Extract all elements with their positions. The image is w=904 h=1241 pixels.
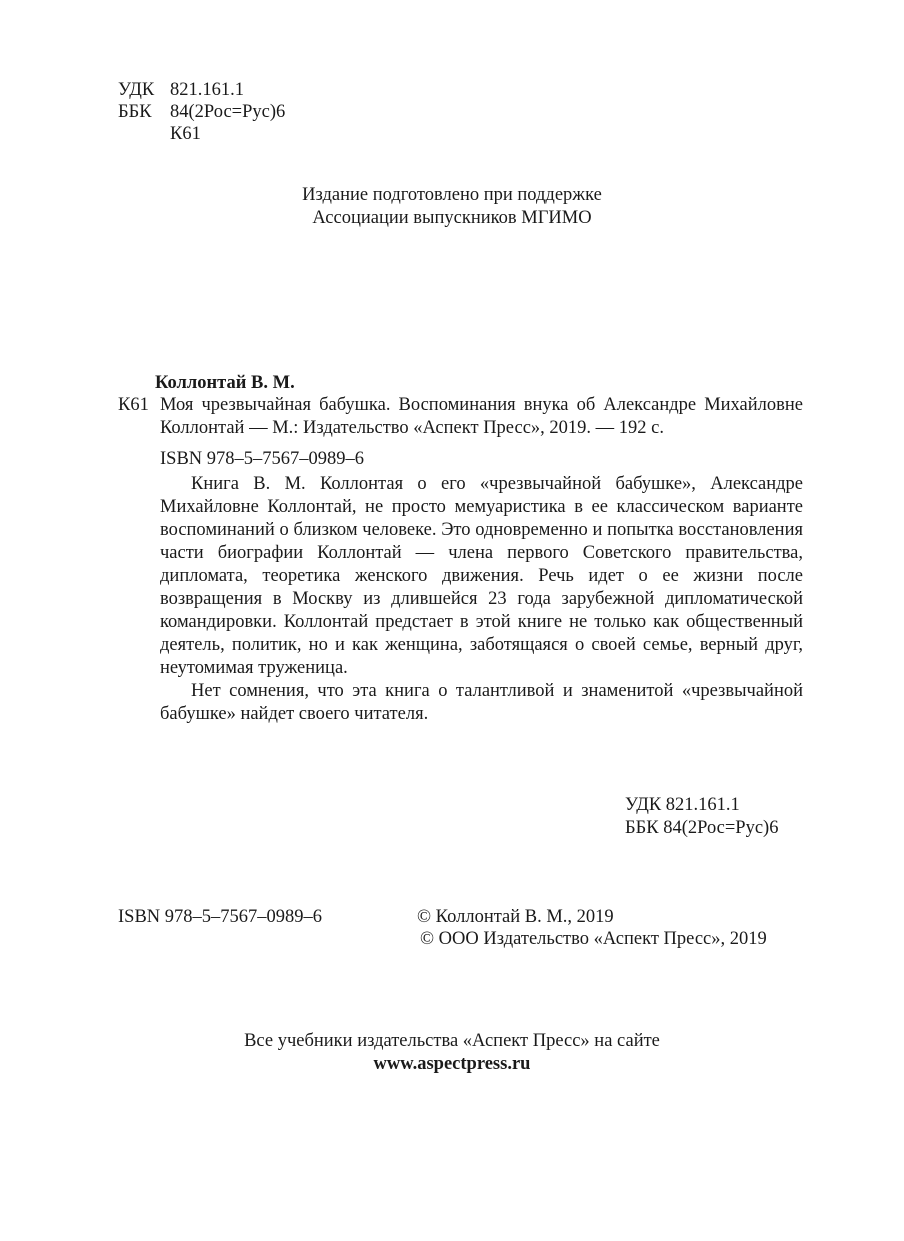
- copyright-author: © Коллонтай В. М., 2019: [417, 907, 614, 927]
- udk-label: УДК: [118, 80, 155, 100]
- support-notice: [0, 184, 904, 230]
- record-author-mark: К61: [118, 395, 149, 415]
- website-url[interactable]: www.aspectpress.ru: [373, 1054, 531, 1074]
- bbk-row: [118, 101, 285, 124]
- support-line-1: Издание подготовлено при поддержке: [302, 185, 602, 205]
- udk-bottom: УДК 821.161.1: [625, 795, 740, 815]
- record-isbn: ISBN 978–5–7567–0989–6: [160, 449, 365, 469]
- author-mark-row: [118, 123, 201, 146]
- imprint-isbn: ISBN 978–5–7567–0989–6: [118, 907, 323, 927]
- copyright-publisher: © ООО Издательство «Аспект Пресс», 2019: [420, 929, 767, 949]
- udk-value: 821.161.1: [170, 80, 244, 100]
- website-text: Все учебники издательства «Аспект Пресс» на сайте: [244, 1031, 660, 1051]
- classification-bottom: [625, 794, 778, 840]
- annotation-paragraph-1: Книга В. М. Коллонтая о его «чрезвычайной бабушке», Александре Михайловне Коллонтай, не просто мемуаристика в ее классическом варианте воспоминаний о близком человеке. Это одновременно и попытка восстановления части биографии Коллонтай — члена первого Советского правительства, дипломата, теоретика женского движения. Речь идет о ее жизни после возвращения в Москву из длившейся 23 года зарубежной дипломатической командировки. Коллонтай предстает в этой книге не только как общественный деятель, политик, но и как женщина, заботящаяся о своей семье, верный друг, неутомимая труженица.: [160, 474, 803, 678]
- udk-row: [118, 79, 244, 102]
- annotation-paragraph-2: Нет сомнения, что эта книга о талантливой и знаменитой «чрезвычайной бабушке» найдет своего читателя.: [160, 681, 803, 724]
- bbk-label: ББК: [118, 102, 152, 122]
- bbk-value: 84(2Рос=Рус)6: [170, 102, 286, 122]
- record-author: Коллонтай В. М.: [155, 373, 295, 393]
- website-notice: [0, 1030, 904, 1076]
- bbk-bottom: ББК 84(2Рос=Рус)6: [625, 818, 779, 838]
- support-line-2: Ассоциации выпускников МГИМО: [312, 208, 592, 228]
- annotation: [160, 473, 803, 726]
- author-mark: К61: [170, 124, 201, 144]
- record-description: Моя чрезвычайная бабушка. Воспоминания внука об Александре Михайловне Коллонтай — М.: Издательство «Аспект Пресс», 2019. — 192 с.: [160, 395, 803, 438]
